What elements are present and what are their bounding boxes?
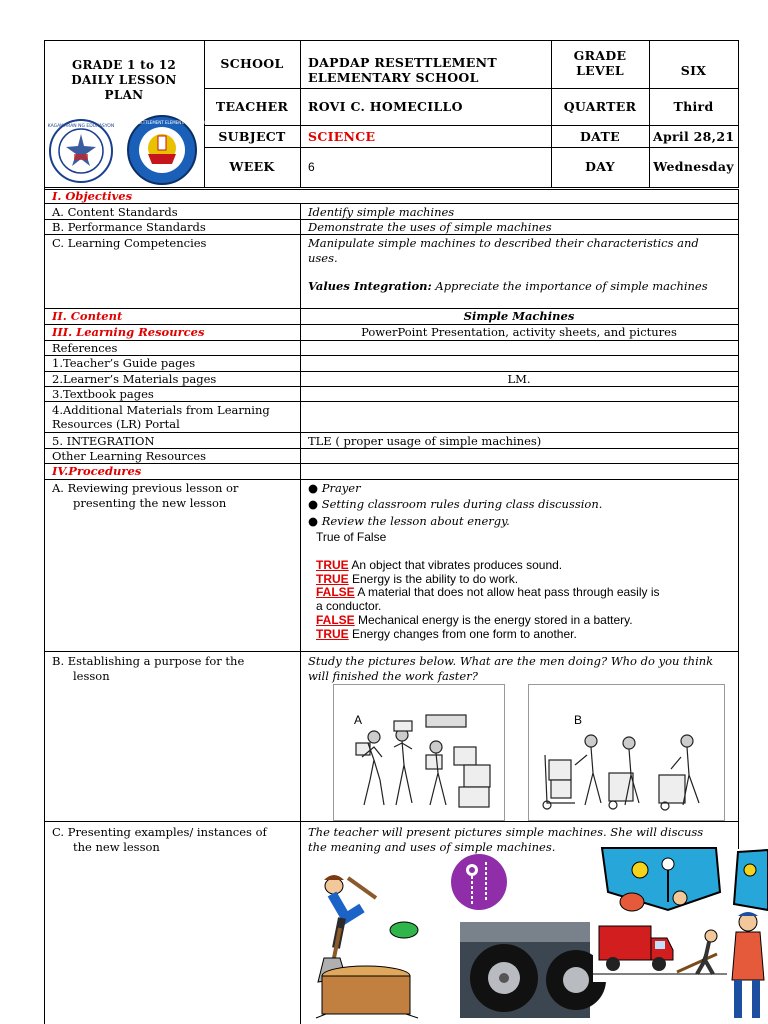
references-label: References bbox=[52, 341, 118, 355]
clipart-axe-chopping bbox=[306, 858, 424, 1018]
proc-a-label-line1: A. Reviewing previous lesson or bbox=[52, 481, 239, 495]
date-value: April 28,21 bbox=[653, 129, 735, 144]
quiz-item: TRUE Energy changes from one form to another. bbox=[316, 627, 577, 641]
picture-b-label: B bbox=[574, 713, 583, 727]
bullet-item: ● Setting classroom rules during class discussion. bbox=[308, 497, 603, 511]
subject-label: SUBJECT bbox=[218, 129, 286, 144]
resources-value: PowerPoint Presentation, activity sheets, and pictures bbox=[361, 325, 677, 339]
clipart-cartoon-worker-right bbox=[728, 910, 768, 1020]
content-value: Simple Machines bbox=[463, 309, 575, 323]
school-label: SCHOOL bbox=[220, 56, 284, 71]
clipart-pulley-chain bbox=[450, 852, 508, 914]
quiz-item: FALSE A material that does not allow heat pass through easily is bbox=[316, 585, 660, 599]
proc-b-label-line1: B. Establishing a purpose for the bbox=[52, 654, 245, 668]
performance-standards-label: B. Performance Standards bbox=[52, 220, 206, 234]
picture-a-label: A bbox=[354, 713, 363, 727]
grade-level-value: SIX bbox=[680, 63, 707, 78]
clipart-red-truck-lever bbox=[593, 916, 727, 982]
learners-materials-value: LM. bbox=[507, 372, 531, 386]
competencies-label: C. Learning Competencies bbox=[52, 236, 207, 250]
proc-a-label-line2: presenting the new lesson bbox=[73, 496, 227, 510]
procedures-heading: IV.Procedures bbox=[52, 464, 142, 478]
textbook-label: 3.Textbook pages bbox=[52, 387, 154, 401]
performance-standards-value: Demonstrate the uses of simple machines bbox=[308, 220, 552, 234]
proc-b-label-line2: lesson bbox=[73, 669, 110, 683]
content-heading: II. Content bbox=[52, 309, 123, 323]
quarter-value: Third bbox=[673, 99, 714, 114]
values-label: Values Integration: bbox=[308, 279, 432, 293]
competencies-line2: uses. bbox=[308, 251, 338, 265]
proc-c-label-line2: the new lesson bbox=[73, 840, 160, 854]
seal2-text: DAPDAP RESETTLEMENT ELEMENTARY SCHOOL bbox=[114, 120, 210, 125]
subject-value: SCIENCE bbox=[308, 129, 376, 144]
proc-c-text-line2: the meaning and uses of simple machines. bbox=[308, 840, 556, 854]
quarter-label: QUARTER bbox=[563, 99, 637, 114]
competencies-line1: Manipulate simple machines to described their characteristics and bbox=[308, 236, 699, 250]
week-label: WEEK bbox=[229, 159, 275, 174]
school-value: DAPDAP RESETTLEMENT ELEMENTARY SCHOOL bbox=[308, 55, 497, 85]
seal1-text: KAGAWARAN NG EDUKASYON bbox=[47, 124, 115, 129]
bullet-item: ● Review the lesson about energy. bbox=[308, 514, 510, 528]
clipart-truck-wheels bbox=[460, 922, 590, 1018]
resources-heading: III. Learning Resources bbox=[52, 325, 205, 339]
learners-materials-label: 2.Learner’s Materials pages bbox=[52, 372, 217, 386]
integration-label: 5. INTEGRATION bbox=[52, 434, 155, 448]
proc-c-label-line1: C. Presenting examples/ instances of bbox=[52, 825, 267, 839]
additional-materials-line1: 4.Additional Materials from Learning bbox=[52, 403, 270, 417]
proc-b-text-line2: will finished the work faster? bbox=[308, 669, 478, 683]
content-standards-label: A. Content Standards bbox=[52, 205, 178, 219]
other-resources-label: Other Learning Resources bbox=[52, 449, 207, 463]
teacher-value: ROVI C. HOMECILLO bbox=[308, 99, 463, 114]
week-value: 6 bbox=[308, 160, 315, 174]
quiz-item: TRUE An object that vibrates produces sound. bbox=[316, 558, 563, 572]
picture-a-carrying-boxes bbox=[333, 684, 505, 821]
quiz-item: FALSE Mechanical energy is the energy stored in a battery. bbox=[316, 613, 633, 627]
plan-title: GRADE 1 to 12 DAILY LESSON PLAN bbox=[71, 58, 177, 102]
objectives-heading: I. Objectives bbox=[52, 189, 133, 203]
quiz-item: TRUE Energy is the ability to do work. bbox=[316, 572, 519, 586]
bullet-item: ● Prayer bbox=[308, 481, 361, 495]
values-integration bbox=[308, 279, 708, 293]
additional-materials-line2: Resources (LR) Portal bbox=[52, 417, 180, 431]
grade-level-label: GRADE LEVEL bbox=[573, 48, 627, 78]
school-seal-logo bbox=[114, 114, 210, 186]
teachers-guide-label: 1.Teacher’s Guide pages bbox=[52, 356, 196, 370]
quiz-title: True of False bbox=[316, 530, 387, 544]
picture-b-hand-trucks bbox=[528, 684, 725, 821]
values-text: Appreciate the importance of simple machines bbox=[435, 279, 708, 293]
proc-c-text-line1: The teacher will present pictures simple machines. She will discuss bbox=[308, 825, 704, 839]
date-label: DATE bbox=[580, 129, 620, 144]
clipart-cartoon-pulley-workers bbox=[598, 840, 768, 920]
integration-value: TLE ( proper usage of simple machines) bbox=[308, 434, 542, 448]
day-label: DAY bbox=[585, 159, 615, 174]
day-value: Wednesday bbox=[653, 159, 734, 174]
quiz-item: a conductor. bbox=[316, 599, 382, 613]
teacher-label: TEACHER bbox=[215, 99, 289, 114]
content-standards-value: Identify simple machines bbox=[308, 205, 455, 219]
proc-b-text-line1: Study the pictures below. What are the men doing? Who do you think bbox=[308, 654, 714, 668]
deped-seal-logo bbox=[48, 118, 114, 184]
